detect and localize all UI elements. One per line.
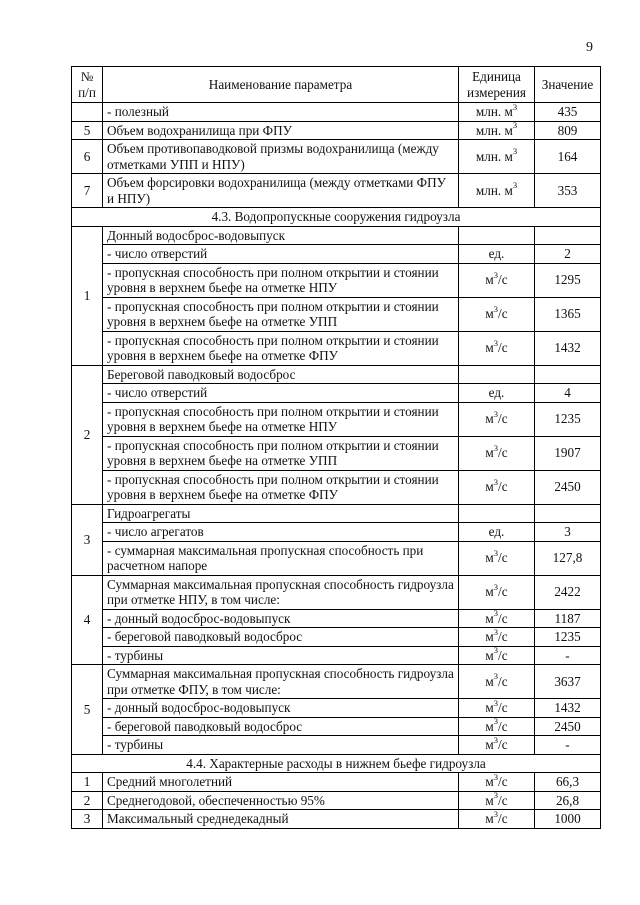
section-row bbox=[72, 754, 601, 773]
row-value: 1432 bbox=[535, 331, 601, 365]
row-number: 7 bbox=[72, 174, 103, 208]
row-value: 2450 bbox=[535, 470, 601, 504]
row-value: 3637 bbox=[535, 665, 601, 699]
row-unit: $м^3/с$ bbox=[459, 791, 535, 810]
table-row bbox=[72, 628, 601, 647]
row-name: - донный водосброс-водовыпуск bbox=[103, 699, 459, 718]
row-value: - bbox=[535, 646, 601, 665]
row-name: - турбины bbox=[103, 736, 459, 755]
row-name: - донный водосброс-водовыпуск bbox=[103, 609, 459, 628]
row-value: 164 bbox=[535, 140, 601, 174]
table-row bbox=[72, 665, 601, 699]
row-name: - суммарная максимальная пропускная способность при расчетном напоре bbox=[103, 541, 459, 575]
row-value: 4 bbox=[535, 384, 601, 403]
table-row bbox=[72, 174, 601, 208]
row-value: 1000 bbox=[535, 810, 601, 829]
row-value: 809 bbox=[535, 121, 601, 140]
empty-cell bbox=[535, 504, 601, 523]
table-row bbox=[72, 331, 601, 365]
row-unit: $м^3/с$ bbox=[459, 699, 535, 718]
row-value: 1365 bbox=[535, 297, 601, 331]
group-title: Гидроагрегаты bbox=[103, 504, 459, 523]
row-unit: $м^3/с$ bbox=[459, 773, 535, 792]
row-number: 5 bbox=[72, 121, 103, 140]
row-unit: $м^3/с$ bbox=[459, 646, 535, 665]
row-name: Объем форсировки водохранилища (между отметками ФПУ и НПУ) bbox=[103, 174, 459, 208]
row-name: - число агрегатов bbox=[103, 523, 459, 542]
row-value: 1432 bbox=[535, 699, 601, 718]
empty-cell bbox=[459, 365, 535, 384]
row-value: 127,8 bbox=[535, 541, 601, 575]
table-row bbox=[72, 699, 601, 718]
row-unit: $м^3/с$ bbox=[459, 470, 535, 504]
row-value: 3 bbox=[535, 523, 601, 542]
row-value: 1235 bbox=[535, 628, 601, 647]
row-unit: $м^3/с$ bbox=[459, 263, 535, 297]
row-name: Суммарная максимальная пропускная способность гидроузла при отметке ФПУ, в том числе: bbox=[103, 665, 459, 699]
row-unit: $м^3/с$ bbox=[459, 628, 535, 647]
row-value: 1187 bbox=[535, 609, 601, 628]
row-value: 1907 bbox=[535, 436, 601, 470]
header-name: Наименование параметра bbox=[103, 67, 459, 103]
row-unit: ед. bbox=[459, 384, 535, 403]
table-row bbox=[72, 436, 601, 470]
table-row bbox=[72, 810, 601, 829]
table-header-row bbox=[72, 67, 601, 103]
row-name: - пропускная способность при полном открытии и стоянии уровня в верхнем бьефе на отметке УПП bbox=[103, 436, 459, 470]
row-unit: $м^3/с$ bbox=[459, 402, 535, 436]
row-name: Суммарная максимальная пропускная способность гидроузла при отметке НПУ, в том числе: bbox=[103, 575, 459, 609]
table-row bbox=[72, 140, 601, 174]
group-title: Донный водосброс-водовыпуск bbox=[103, 226, 459, 245]
table-row bbox=[72, 717, 601, 736]
row-name: - пропускная способность при полном открытии и стоянии уровня в верхнем бьефе на отметке НПУ bbox=[103, 402, 459, 436]
row-number bbox=[72, 103, 103, 122]
row-value: 2 bbox=[535, 245, 601, 264]
group-number: 2 bbox=[72, 365, 103, 504]
row-name: - пропускная способность при полном открытии и стоянии уровня в верхнем бьефе на отметке НПУ bbox=[103, 263, 459, 297]
table-row bbox=[72, 103, 601, 122]
empty-cell bbox=[535, 226, 601, 245]
row-name: - пропускная способность при полном открытии и стоянии уровня в верхнем бьефе на отметке ФПУ bbox=[103, 331, 459, 365]
row-unit: $м^3/с$ bbox=[459, 575, 535, 609]
row-value: 1295 bbox=[535, 263, 601, 297]
header-unit: Единица измерения bbox=[459, 67, 535, 103]
row-unit: $м^3/с$ bbox=[459, 609, 535, 628]
empty-cell bbox=[459, 226, 535, 245]
row-unit: $м^3/с$ bbox=[459, 665, 535, 699]
section-row bbox=[72, 208, 601, 227]
empty-cell bbox=[535, 365, 601, 384]
header-number: № п/п bbox=[72, 67, 103, 103]
row-name: Объем водохранилища при ФПУ bbox=[103, 121, 459, 140]
row-unit: млн. $м^3$ bbox=[459, 103, 535, 122]
row-unit: млн. $м^3$ bbox=[459, 174, 535, 208]
table-row bbox=[72, 523, 601, 542]
table-row bbox=[72, 791, 601, 810]
row-value: 26,8 bbox=[535, 791, 601, 810]
table-row bbox=[72, 470, 601, 504]
parameters-table bbox=[71, 66, 601, 829]
row-unit: $м^3/с$ bbox=[459, 331, 535, 365]
table-row bbox=[72, 736, 601, 755]
page-number: 9 bbox=[586, 40, 593, 55]
row-unit: млн. $м^3$ bbox=[459, 140, 535, 174]
row-name: - число отверстий bbox=[103, 245, 459, 264]
row-name: - береговой паводковый водосброс bbox=[103, 628, 459, 647]
row-value: 2450 bbox=[535, 717, 601, 736]
row-unit: $м^3/с$ bbox=[459, 436, 535, 470]
table-row bbox=[72, 504, 601, 523]
table-row bbox=[72, 575, 601, 609]
group-number: 1 bbox=[72, 226, 103, 365]
row-number: 6 bbox=[72, 140, 103, 174]
row-name: - пропускная способность при полном открытии и стоянии уровня в верхнем бьефе на отметке УПП bbox=[103, 297, 459, 331]
row-unit: млн. $м^3$ bbox=[459, 121, 535, 140]
table-row bbox=[72, 773, 601, 792]
group-number: 4 bbox=[72, 575, 103, 665]
row-unit: $м^3/с$ bbox=[459, 717, 535, 736]
table-row bbox=[72, 365, 601, 384]
row-unit: $м^3/с$ bbox=[459, 736, 535, 755]
group-number: 5 bbox=[72, 665, 103, 755]
row-name: Объем противопаводковой призмы водохранилища (между отметками УПП и НПУ) bbox=[103, 140, 459, 174]
table-row bbox=[72, 226, 601, 245]
section-title-4-4: 4.4. Характерные расходы в нижнем бьефе гидроузла bbox=[72, 754, 601, 773]
row-number: 3 bbox=[72, 810, 103, 829]
section-title-4-3: 4.3. Водопропускные сооружения гидроузла bbox=[72, 208, 601, 227]
row-name: - береговой паводковый водосброс bbox=[103, 717, 459, 736]
row-unit: $м^3/с$ bbox=[459, 810, 535, 829]
row-value: 353 bbox=[535, 174, 601, 208]
group-title: Береговой паводковый водосброс bbox=[103, 365, 459, 384]
header-value: Значение bbox=[535, 67, 601, 103]
table-row bbox=[72, 609, 601, 628]
row-value: 66,3 bbox=[535, 773, 601, 792]
row-unit: ед. bbox=[459, 523, 535, 542]
table-row bbox=[72, 646, 601, 665]
row-name: Средний многолетний bbox=[103, 773, 459, 792]
row-value: 2422 bbox=[535, 575, 601, 609]
row-unit: ед. bbox=[459, 245, 535, 264]
row-number: 2 bbox=[72, 791, 103, 810]
row-value: 1235 bbox=[535, 402, 601, 436]
table-row bbox=[72, 245, 601, 264]
row-number: 1 bbox=[72, 773, 103, 792]
table-row bbox=[72, 402, 601, 436]
empty-cell bbox=[459, 504, 535, 523]
row-name: Среднегодовой, обеспеченностью 95% bbox=[103, 791, 459, 810]
table-row bbox=[72, 263, 601, 297]
table-row bbox=[72, 384, 601, 403]
row-unit: $м^3/с$ bbox=[459, 541, 535, 575]
table-row bbox=[72, 541, 601, 575]
row-value: - bbox=[535, 736, 601, 755]
row-name: - пропускная способность при полном открытии и стоянии уровня в верхнем бьефе на отметке ФПУ bbox=[103, 470, 459, 504]
row-name: - полезный bbox=[103, 103, 459, 122]
group-number: 3 bbox=[72, 504, 103, 575]
row-name: Максимальный среднедекадный bbox=[103, 810, 459, 829]
table-row bbox=[72, 297, 601, 331]
row-name: - число отверстий bbox=[103, 384, 459, 403]
row-value: 435 bbox=[535, 103, 601, 122]
row-unit: $м^3/с$ bbox=[459, 297, 535, 331]
row-name: - турбины bbox=[103, 646, 459, 665]
table-row bbox=[72, 121, 601, 140]
